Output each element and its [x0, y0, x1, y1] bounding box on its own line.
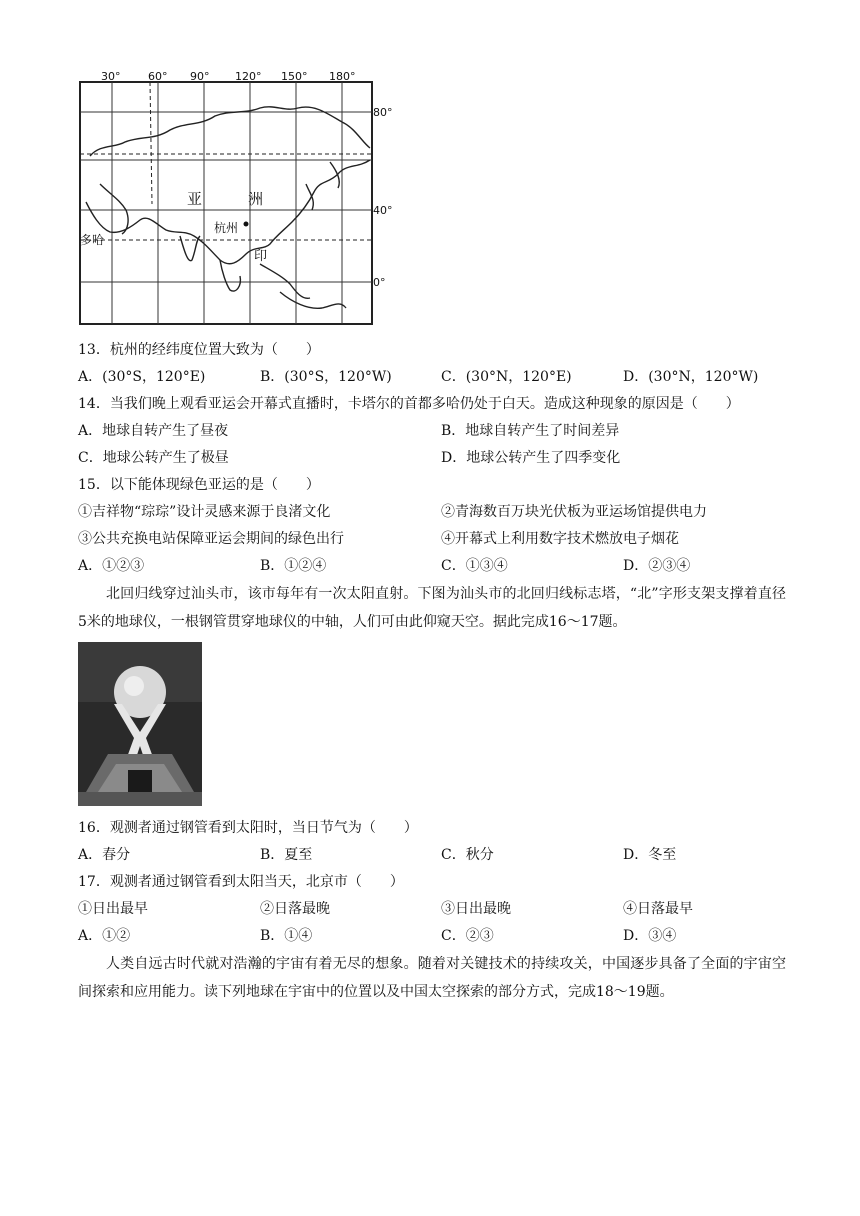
lat-label: 0° — [373, 276, 386, 289]
q15-statement-4: ④开幕式上利用数字技术燃放电子烟花 — [441, 531, 679, 547]
map-frame — [80, 82, 372, 324]
region-label: 亚 — [187, 190, 203, 208]
lon-label: 30° — [101, 70, 121, 83]
q16-option-a[interactable]: A．春分 — [78, 847, 131, 863]
q13-stem: 13．杭州的经纬度位置大致为（ ） — [78, 342, 320, 358]
q15-option-b[interactable]: B．①②④ — [260, 558, 327, 574]
lon-label: 90° — [190, 70, 210, 83]
q17-option-b[interactable]: B．①④ — [260, 928, 313, 944]
region-label: 多哈 — [80, 233, 105, 247]
region-label: 洲 — [248, 190, 264, 208]
q15-option-a[interactable]: A．①②③ — [78, 558, 145, 574]
q17-option-d[interactable]: D．③④ — [623, 928, 677, 944]
passage-16-17: 北回归线穿过汕头市，该市每年有一次太阳直射。下图为汕头市的北回归线标志塔，“北”字形支架支撑着直径5米的地球仪，一根钢管贯穿地球仪的中轴，人们可由此仰窥天空。据此完成16～17题。 — [78, 586, 786, 630]
q15-statement-3: ③公共充换电站保障亚运会期间的绿色出行 — [78, 531, 344, 547]
lon-label: 180° — [329, 70, 356, 83]
lon-label: 120° — [235, 70, 262, 83]
q15-option-d[interactable]: D．②③④ — [623, 558, 691, 574]
q13-option-d[interactable]: D．(30°N，120°W) — [623, 369, 759, 385]
q16-stem: 16．观测者通过钢管看到太阳时，当日节气为（ ） — [78, 820, 418, 836]
q13-option-c[interactable]: C．(30°N，120°E) — [441, 369, 572, 385]
lon-label: 60° — [148, 70, 168, 83]
q17-option-a[interactable]: A．①② — [78, 928, 131, 944]
lat-label: 80° — [373, 106, 393, 119]
q17-statement-2: ②日落最晚 — [260, 901, 330, 917]
lat-label: 40° — [373, 204, 393, 217]
region-label: 印 — [254, 249, 268, 264]
q13-option-b[interactable]: B．(30°S，120°W) — [260, 369, 392, 385]
q14-option-d[interactable]: D．地球公转产生了四季变化 — [441, 450, 621, 466]
q17-statement-3: ③日出最晚 — [441, 901, 511, 917]
q14-option-b[interactable]: B．地球自转产生了时间差异 — [441, 423, 620, 439]
q16-option-b[interactable]: B．夏至 — [260, 847, 313, 863]
asia-grid-map — [70, 64, 400, 330]
hangzhou-marker — [244, 222, 249, 227]
q15-statement-1: ①吉祥物“琮琮”设计灵感来源于良渚文化 — [78, 504, 331, 520]
q14-option-c[interactable]: C．地球公转产生了极昼 — [78, 450, 229, 466]
lon-label: 150° — [281, 70, 308, 83]
region-label: 杭州 — [214, 221, 239, 235]
passage-18-19: 人类自远古时代就对浩瀚的宇宙有着无尽的想象。随着对关键技术的持续攻关，中国逐步具备了全面的宇宙空间探索和应用能力。读下列地球在宇宙中的位置以及中国太空探索的部分方式，完成18～19题。 — [78, 956, 786, 1000]
q17-statement-4: ④日落最早 — [623, 901, 693, 917]
q13-option-a[interactable]: A．(30°S，120°E) — [78, 369, 206, 385]
q15-stem: 15．以下能体现绿色亚运的是（ ） — [78, 477, 320, 493]
q16-option-d[interactable]: D．冬至 — [623, 847, 677, 863]
q17-statement-1: ①日出最早 — [78, 901, 148, 917]
tropic-monument-photo — [78, 642, 202, 806]
q14-option-a[interactable]: A．地球自转产生了昼夜 — [78, 423, 229, 439]
q15-statement-2: ②青海数百万块光伏板为亚运场馆提供电力 — [441, 504, 707, 520]
q17-option-c[interactable]: C．②③ — [441, 928, 494, 944]
q14-stem: 14．当我们晚上观看亚运会开幕式直播时，卡塔尔的首都多哈仍处于白天。造成这种现象的原因是（ ） — [78, 396, 740, 412]
q16-option-c[interactable]: C．秋分 — [441, 847, 494, 863]
q15-option-c[interactable]: C．①③④ — [441, 558, 508, 574]
q17-stem: 17．观测者通过钢管看到太阳当天，北京市（ ） — [78, 874, 404, 890]
